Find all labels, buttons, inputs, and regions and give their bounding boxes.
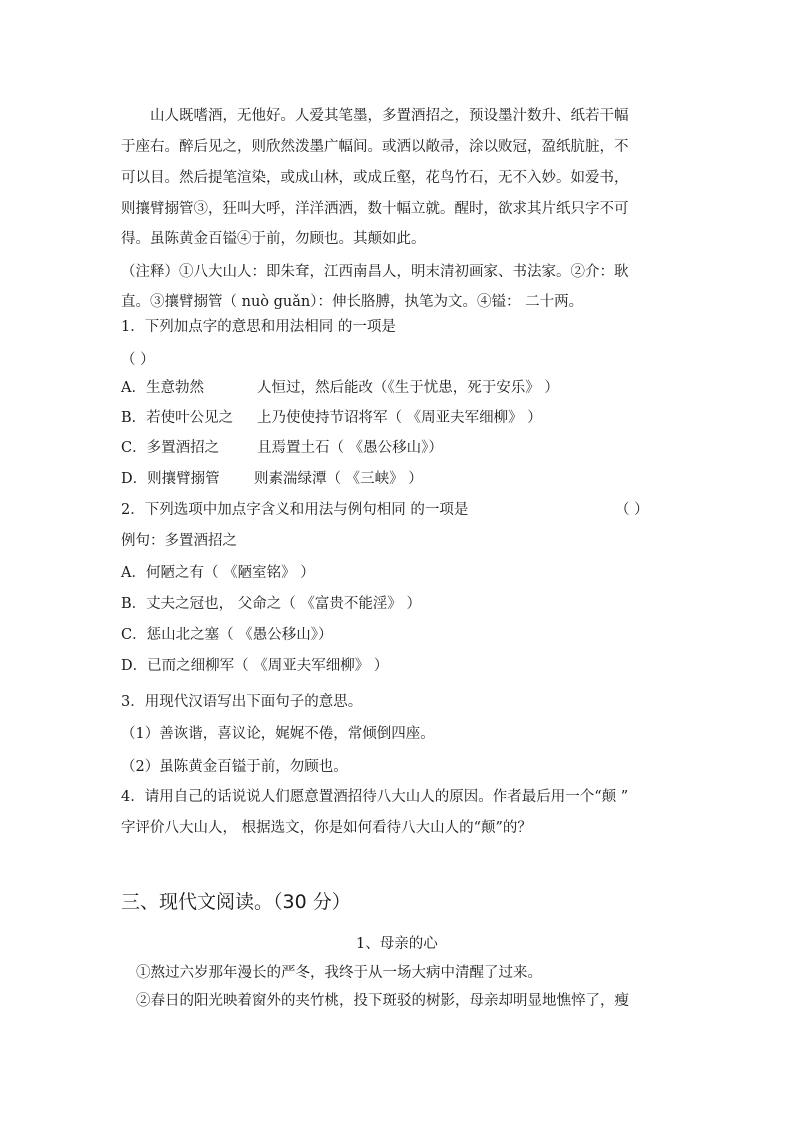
q1-stem: 1．下列加点字的意思和用法相同 的一项是 [121,319,396,335]
q3-stem: 3．用现代汉语写出下面句子的意思。 [121,694,363,710]
q2-answer-paren: （ ） [615,502,649,518]
q1-option-a-left: A．生意勃然 [121,380,204,396]
q1-option-c [121,438,443,458]
article-para-1: ①熬过六岁那年漫长的严冬，我终于从一场大病中清醒了过来。 [136,965,542,981]
q2-stem: 2．下列选项中加点字含义和用法与例句相同 的一项是 [121,502,469,518]
passage-line-5: 得。虽陈黄金百镒④于前，勿顾也。其颠如此。 [121,231,426,247]
q4-line-1: 4．请用自己的话说说人们愿意置酒招待八大山人的原因。作者最后用一个“颠 ” [121,789,629,805]
q1-option-c-left: C．多置酒招之 [121,440,220,456]
q1-option-a-right: 人恒过，然后能改（《生于忧患，死于安乐》 ） [257,380,559,396]
article-title: 1、母亲的心 [356,936,438,952]
notes-line-2: 直。③攘臂搦管（ nuò guǎn）：伸长胳膊，执笔为文。④镒： 二十两。 [121,294,584,310]
passage-line-3: 可以目。然后提笔渲染，或成山林，或成丘壑，花鸟竹石，无不入妙。如爱书， [121,170,629,186]
q1-option-a [121,378,559,398]
q1-option-d-right: 则素湍绿潭（ 《三峡》 ） [254,471,423,487]
q2-option-b: B．丈夫之冠也， 父命之（ 《富贵不能淫》 ） [121,596,421,612]
q3-item-1: （1）善诙谐，喜议论，娓娓不倦，常倾倒四座。 [121,726,435,742]
q1-option-d [121,469,423,489]
q1-option-c-right: 且焉置土石（ 《愚公移山》） [257,440,443,456]
q1-option-b-left: B．若使叶公见之 [121,410,234,426]
section-heading: 三、现代文阅读。（30 分） [121,891,351,913]
passage-line-2: 于座右。醉后见之，则欣然泼墨广幅间。或洒以敞帚，涂以败冠，盈纸肮脏，不 [121,139,629,155]
q2-example: 例句：多置酒招之 [121,533,237,549]
q1-option-b-right: 上乃使使持节诏将军（ 《周亚夫军细柳》 ） [257,410,542,426]
q4-line-2: 字评价八大山人， 根据选文，你是如何看待八大山人的“颠”的？ [121,820,532,836]
passage-line-4: 则攘臂搦管③，狂叫大呼，洋洋洒洒，数十幅立就。醒时，欲求其片纸只字不可 [121,201,629,217]
notes-line-1: （注释）①八大山人：即朱耷，江西南昌人，明末清初画家、书法家。②介：耿 [121,264,629,280]
q1-option-d-left: D．则攘臂搦管 [121,471,220,487]
q2-option-a: A．何陋之有（ 《陋室铭》 ） [121,565,315,581]
q3-item-2: （2）虽陈黄金百镒于前，勿顾也。 [121,759,348,775]
q2-option-c: C．惩山北之塞（ 《愚公移山》） [121,627,333,643]
passage-line-1: 山人既嗜酒，无他好。人爱其笔墨，多置酒招之，预设墨汁数升、纸若干幅 [150,108,629,124]
q1-option-b [121,408,542,428]
q2-option-d: D．已而之细柳军（ 《周亚夫军细柳》 ） [121,658,389,674]
article-para-2: ②春日的阳光映着窗外的夹竹桃，投下斑驳的树影，母亲却明显地憔悴了，瘦 [136,993,629,1009]
q1-answer-paren: （ ） [121,352,155,368]
